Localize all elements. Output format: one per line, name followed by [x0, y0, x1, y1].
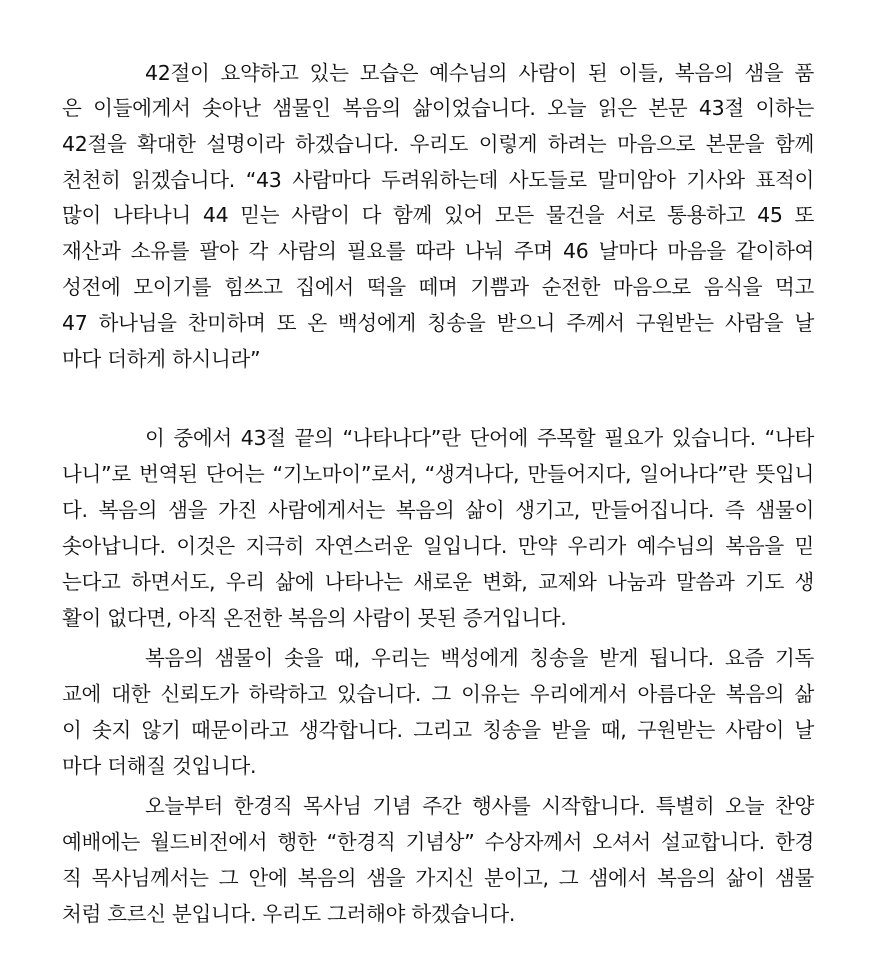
paragraph-2-line-6: 활이 없다면, 아직 온전한 복음의 사람이 못된 증거입니다. — [62, 606, 567, 630]
paragraph-2-line-5: 는다고 하면서도, 우리 삶에 나타나는 새로운 변화, 교제와 나눔과 말씀과 기도 생 — [62, 570, 814, 594]
paragraph-3-line-2: 교에 대한 신뢰도가 하락하고 있습니다. 그 이유는 우리에게서 아름다운 복음의 삶 — [62, 682, 814, 706]
paragraph-4-line-1: 오늘부터 한경직 목사님 기념 주간 행사를 시작합니다. 특별히 오늘 찬양 — [145, 794, 814, 818]
paragraph-1-line-1: 42절이 요약하고 있는 모습은 예수님의 사람이 된 이들, 복음의 샘을 품 — [145, 61, 814, 85]
paragraph-4-line-4: 처럼 흐르신 분입니다. 우리도 그러해야 하겠습니다. — [62, 902, 516, 926]
paragraph-1-line-7: 성전에 모이기를 힘쓰고 집에서 떡을 떼며 기쁨과 순전한 마음으로 음식을 먹고 — [62, 275, 814, 299]
paragraph-2-line-2: 나니”로 번역된 단어는 “기노마이”로서, “생겨나다, 만들어지다, 일어나다”란 뜻입니 — [62, 462, 814, 486]
paragraph-1-line-9: 마다 더하게 하시니라” — [62, 347, 261, 371]
paragraph-1-line-2: 은 이들에게서 솟아난 샘물인 복음의 삶이었습니다. 오늘 읽은 본문 43절 이하는 — [62, 96, 814, 120]
paragraph-3-line-4: 마다 더해질 것입니다. — [62, 754, 257, 778]
paragraph-4-line-3: 직 목사님께서는 그 안에 복음의 샘을 가지신 분이고, 그 샘에서 복음의 삶이 샘물 — [62, 866, 814, 890]
paragraph-1-line-5: 많이 나타나니 44 믿는 사람이 다 함께 있어 모든 물건을 서로 통용하고 45 또 — [62, 203, 814, 227]
paragraph-2-line-3: 다. 복음의 샘을 가진 사람에게서는 복음의 삶이 생기고, 만들어집니다. 즉 샘물이 — [62, 498, 814, 522]
paragraph-2-line-1: 이 중에서 43절 끝의 “나타나다”란 단어에 주목할 필요가 있습니다. “나타 — [145, 426, 814, 450]
paragraph-2-line-4: 솟아납니다. 이것은 지극히 자연스러운 일입니다. 만약 우리가 예수님의 복음을 믿 — [62, 534, 814, 558]
paragraph-1-line-4: 천천히 읽겠습니다. “43 사람마다 두려워하는데 사도들로 말미암아 기사와 표적이 — [62, 168, 814, 192]
paragraph-3-line-3: 이 솟지 않기 때문이라고 생각합니다. 그리고 칭송을 받을 때, 구원받는 사람이 날 — [62, 718, 814, 742]
paragraph-4-line-2: 예배에는 월드비전에서 행한 “한경직 기념상” 수상자께서 오셔서 설교합니다. 한경 — [62, 830, 814, 854]
paragraph-1-line-3: 42절을 확대한 설명이라 하겠습니다. 우리도 이렇게 하려는 마음으로 본문을 함께 — [62, 132, 814, 156]
paragraph-3-line-1: 복음의 샘물이 솟을 때, 우리는 백성에게 칭송을 받게 됩니다. 요즘 기독 — [145, 646, 814, 670]
paragraph-1-line-8: 47 하나님을 찬미하며 또 온 백성에게 칭송을 받으니 주께서 구원받는 사람을 날 — [62, 311, 814, 335]
paragraph-1-line-6: 재산과 소유를 팔아 각 사람의 필요를 따라 나눠 주며 46 날마다 마음을 같이하여 — [62, 239, 814, 263]
